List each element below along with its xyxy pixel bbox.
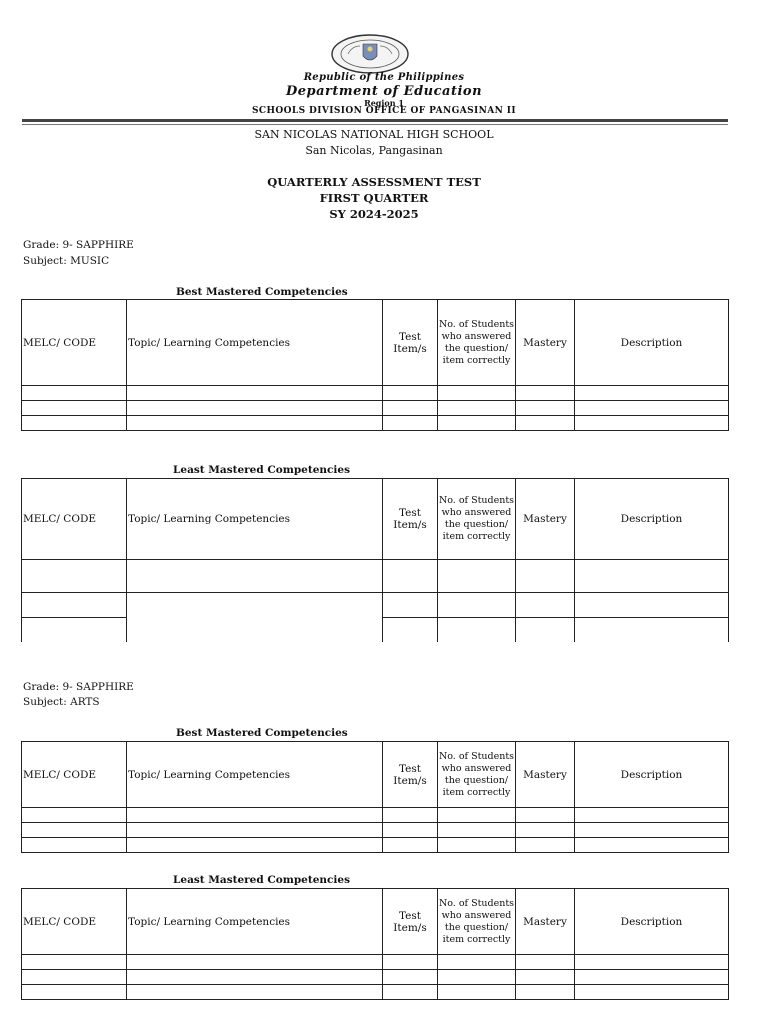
- table-row: [22, 560, 729, 593]
- grade-label: Grade: 9- SAPPHIRE: [23, 681, 134, 693]
- table-row: [22, 386, 729, 401]
- col-code-header: MELC/ CODE: [22, 889, 127, 955]
- cell[interactable]: [383, 401, 438, 416]
- cell[interactable]: [127, 560, 383, 593]
- cell[interactable]: [383, 955, 438, 970]
- cell[interactable]: [383, 560, 438, 593]
- cell[interactable]: [516, 985, 575, 1000]
- school-name: SAN NICOLAS NATIONAL HIGH SCHOOL: [254, 128, 494, 141]
- cell[interactable]: [438, 955, 516, 970]
- grade-label: Grade: 9- SAPPHIRE: [23, 239, 134, 251]
- cell[interactable]: [438, 401, 516, 416]
- cell[interactable]: [438, 808, 516, 823]
- cell[interactable]: [516, 808, 575, 823]
- table-row: [22, 823, 729, 838]
- header-rule-thin: [22, 124, 728, 125]
- cell[interactable]: [575, 560, 729, 593]
- cell[interactable]: [22, 416, 127, 431]
- cell[interactable]: [575, 401, 729, 416]
- col-mastery-header: Mastery: [516, 742, 575, 808]
- doc-school-year: SY 2024-2025: [329, 207, 419, 221]
- table-header-row: [22, 889, 729, 955]
- cell[interactable]: [22, 823, 127, 838]
- cell[interactable]: [575, 823, 729, 838]
- republic-line: Republic of the Philippines: [303, 72, 465, 83]
- cell[interactable]: [22, 808, 127, 823]
- cell[interactable]: [516, 970, 575, 985]
- cell[interactable]: [575, 985, 729, 1000]
- col-test-header: Test Item/s: [383, 479, 438, 560]
- department-name: Department of Education: [285, 84, 483, 99]
- cell[interactable]: [127, 386, 383, 401]
- best-mastered-table-music: [21, 299, 729, 431]
- cell[interactable]: [127, 985, 383, 1000]
- school-address: San Nicolas, Pangasinan: [305, 144, 443, 157]
- cell[interactable]: [127, 416, 383, 431]
- cell[interactable]: [438, 416, 516, 431]
- cell[interactable]: [516, 593, 575, 618]
- doc-title: QUARTERLY ASSESSMENT TEST: [267, 175, 481, 189]
- col-topic-header: Topic/ Learning Competencies: [127, 300, 383, 386]
- cell[interactable]: [575, 618, 729, 642]
- cell[interactable]: [22, 838, 127, 853]
- cell[interactable]: [127, 970, 383, 985]
- col-topic-header: Topic/ Learning Competencies: [127, 479, 383, 560]
- table-row: [22, 838, 729, 853]
- cell[interactable]: [22, 560, 127, 593]
- cell[interactable]: [438, 386, 516, 401]
- col-mastery-header: Mastery: [516, 889, 575, 955]
- cell[interactable]: [516, 838, 575, 853]
- cell[interactable]: [516, 955, 575, 970]
- cell[interactable]: [127, 823, 383, 838]
- cell[interactable]: [516, 560, 575, 593]
- col-students-header: No. of Students who answered the question/ item correctly: [438, 479, 516, 560]
- col-description-header: Description: [575, 742, 729, 808]
- cell[interactable]: [127, 955, 383, 970]
- cell[interactable]: [516, 386, 575, 401]
- cell[interactable]: [575, 970, 729, 985]
- cell[interactable]: [438, 823, 516, 838]
- cell[interactable]: [575, 593, 729, 618]
- deped-seal-logo: [330, 34, 410, 74]
- col-students-header: No. of Students who answered the question/ item correctly: [438, 742, 516, 808]
- cell[interactable]: [575, 838, 729, 853]
- col-test-header: Test Item/s: [383, 889, 438, 955]
- cell[interactable]: [438, 970, 516, 985]
- division-office: SCHOOLS DIVISION OFFICE OF PANGASINAN II: [252, 106, 516, 116]
- col-code-header: MELC/ CODE: [22, 742, 127, 808]
- col-test-header: Test Item/s: [383, 300, 438, 386]
- cell[interactable]: [383, 386, 438, 401]
- cell[interactable]: [516, 416, 575, 431]
- region-line: Region 1: [364, 98, 404, 108]
- cell[interactable]: [22, 955, 127, 970]
- table-row: [22, 593, 729, 618]
- cell[interactable]: [516, 823, 575, 838]
- table-row: [22, 955, 729, 970]
- cell[interactable]: [383, 593, 438, 618]
- col-topic-header: Topic/ Learning Competencies: [127, 889, 383, 955]
- col-mastery-header: Mastery: [516, 300, 575, 386]
- cell[interactable]: [438, 593, 516, 618]
- header-rule: [22, 119, 728, 122]
- table-header-row: [22, 479, 729, 560]
- least-mastered-title: Least Mastered Competencies: [173, 464, 350, 476]
- table-row: [22, 401, 729, 416]
- table-header-row: [22, 300, 729, 386]
- cell[interactable]: [516, 618, 575, 642]
- col-students-header: No. of Students who answered the question/ item correctly: [438, 300, 516, 386]
- cell[interactable]: [438, 618, 516, 642]
- cell[interactable]: [383, 808, 438, 823]
- best-mastered-table-arts: [21, 741, 729, 853]
- cell[interactable]: [438, 838, 516, 853]
- cell[interactable]: [22, 618, 127, 642]
- cell[interactable]: [438, 985, 516, 1000]
- cell[interactable]: [383, 823, 438, 838]
- table-row: [22, 970, 729, 985]
- col-students-header: No. of Students who answered the question/ item correctly: [438, 889, 516, 955]
- col-code-header: MELC/ CODE: [22, 479, 127, 560]
- cell[interactable]: [516, 401, 575, 416]
- col-description-header: Description: [575, 889, 729, 955]
- col-code-header: MELC/ CODE: [22, 300, 127, 386]
- best-mastered-title: Best Mastered Competencies: [176, 727, 348, 739]
- table-row: [22, 416, 729, 431]
- cell[interactable]: [383, 838, 438, 853]
- cell[interactable]: [22, 985, 127, 1000]
- cell[interactable]: [383, 416, 438, 431]
- col-description-header: Description: [575, 300, 729, 386]
- table-header-row: [22, 742, 729, 808]
- cell[interactable]: [575, 808, 729, 823]
- least-mastered-table-music: [21, 478, 729, 642]
- cell[interactable]: [383, 970, 438, 985]
- cell[interactable]: [575, 386, 729, 401]
- col-mastery-header: Mastery: [516, 479, 575, 560]
- cell[interactable]: [22, 401, 127, 416]
- table-row: [22, 808, 729, 823]
- cell-merged[interactable]: [127, 593, 383, 642]
- cell[interactable]: [22, 593, 127, 618]
- col-topic-header: Topic/ Learning Competencies: [127, 742, 383, 808]
- cell[interactable]: [127, 401, 383, 416]
- least-mastered-table-arts: [21, 888, 729, 1000]
- col-description-header: Description: [575, 479, 729, 560]
- cell[interactable]: [383, 985, 438, 1000]
- cell[interactable]: [575, 955, 729, 970]
- cell[interactable]: [383, 618, 438, 642]
- cell[interactable]: [22, 386, 127, 401]
- least-mastered-title: Least Mastered Competencies: [173, 874, 350, 886]
- table-row: [22, 985, 729, 1000]
- cell[interactable]: [575, 416, 729, 431]
- cell[interactable]: [438, 560, 516, 593]
- cell[interactable]: [127, 808, 383, 823]
- subject-label: Subject: MUSIC: [23, 255, 110, 267]
- doc-quarter: FIRST QUARTER: [319, 191, 429, 205]
- cell[interactable]: [22, 970, 127, 985]
- cell[interactable]: [127, 838, 383, 853]
- subject-label: Subject: ARTS: [23, 696, 100, 708]
- col-test-header: Test Item/s: [383, 742, 438, 808]
- best-mastered-title: Best Mastered Competencies: [176, 286, 348, 298]
